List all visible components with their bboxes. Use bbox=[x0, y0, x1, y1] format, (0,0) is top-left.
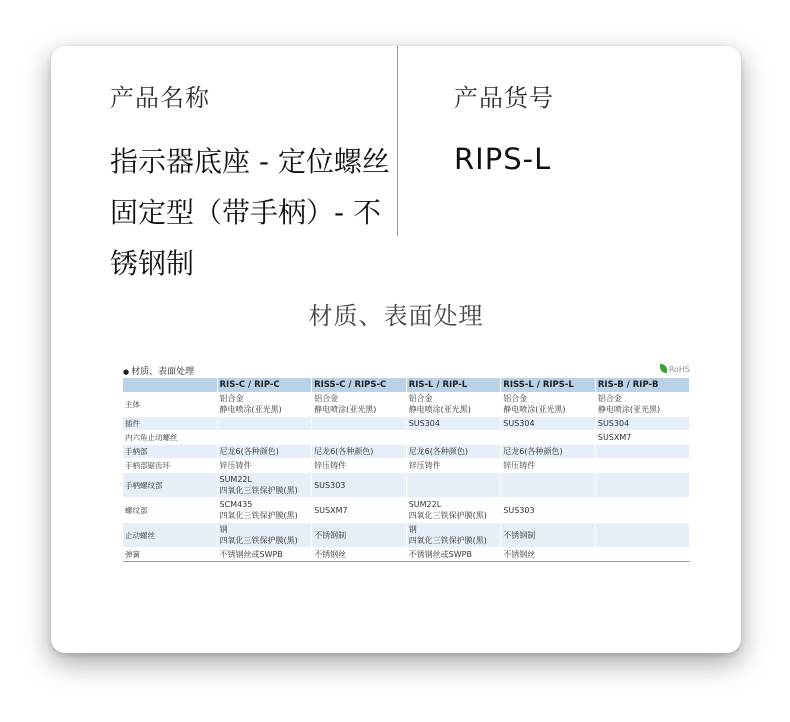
cell-text: 不锈钢丝 bbox=[314, 550, 347, 559]
cell-text: 锌压铸件 bbox=[219, 461, 252, 470]
table-cell bbox=[217, 473, 312, 498]
rohs-badge bbox=[660, 364, 690, 374]
materials-figure bbox=[123, 364, 690, 562]
table-row bbox=[123, 392, 690, 417]
table-cell bbox=[501, 445, 596, 459]
cell-text: 静电喷涂(亚光黑) bbox=[408, 405, 471, 414]
table-row bbox=[123, 548, 690, 562]
table-cell bbox=[406, 445, 501, 459]
table-cell bbox=[217, 445, 312, 459]
leaf-icon bbox=[660, 364, 667, 373]
table-row bbox=[123, 431, 690, 445]
table-cell bbox=[312, 445, 407, 459]
cell-text: 铝合金 bbox=[597, 394, 622, 403]
materials-table-title: 材质、表面处理 bbox=[131, 367, 195, 377]
cell-text: SUS303 bbox=[503, 505, 535, 515]
product-name-label: 产品名称 bbox=[110, 84, 210, 112]
cell-text: 静电喷涂(亚光黑) bbox=[597, 405, 661, 414]
column-header: RISS-C / RIPS-C bbox=[312, 378, 407, 392]
cell-text: 不锈钢丝或SWPB bbox=[408, 550, 472, 559]
table-cell bbox=[595, 417, 690, 431]
column-header: RIS-L / RIP-L bbox=[406, 378, 501, 392]
cell-text: 铝合金 bbox=[219, 394, 244, 403]
column-header: RIS-C / RIP-C bbox=[217, 378, 312, 392]
materials-section-title: 材质、表面处理 bbox=[308, 302, 484, 330]
table-cell bbox=[501, 459, 596, 473]
cell-text: 四氧化三铁保护膜(黑) bbox=[408, 511, 487, 520]
table-cell bbox=[595, 548, 690, 562]
table-header-row bbox=[123, 378, 690, 392]
table-cell bbox=[217, 417, 312, 431]
cell-text: 锌压铸件 bbox=[503, 461, 536, 470]
cell-text: 四氧化三铁保护膜(黑) bbox=[219, 536, 298, 545]
cell-text: 尼龙6(各种颜色) bbox=[314, 447, 374, 456]
table-cell bbox=[217, 498, 312, 523]
cell-text: 不锈钢丝或SWPB bbox=[219, 550, 283, 559]
cell-text: SUM22L bbox=[408, 500, 442, 509]
cell-text: SUS304 bbox=[597, 419, 630, 428]
product-card bbox=[51, 46, 741, 653]
table-cell bbox=[312, 431, 407, 445]
cell-text: SCM435 bbox=[219, 500, 253, 509]
row-label: 内六角止动螺丝 bbox=[123, 431, 217, 445]
table-cell bbox=[501, 548, 596, 562]
table-cell bbox=[501, 523, 596, 548]
table-cell bbox=[595, 392, 690, 417]
cell-text: SUS304 bbox=[408, 419, 440, 428]
table-cell bbox=[595, 459, 690, 473]
cell-text: 静电喷涂(亚光黑) bbox=[314, 405, 377, 414]
table-cell bbox=[312, 548, 407, 562]
column-header: RIS-B / RIP-B bbox=[595, 378, 690, 392]
table-row bbox=[123, 473, 690, 498]
cell-text: 铝合金 bbox=[314, 394, 339, 403]
table-cell bbox=[217, 392, 312, 417]
cell-text: 不锈钢制 bbox=[314, 530, 347, 540]
table-row bbox=[123, 498, 690, 523]
cell-text: 铝合金 bbox=[503, 394, 528, 403]
table-cell bbox=[595, 523, 690, 548]
cell-text: 静电喷涂(亚光黑) bbox=[503, 405, 566, 414]
row-label: 主体 bbox=[123, 392, 217, 417]
table-row bbox=[123, 523, 690, 548]
cell-text: 不锈钢制 bbox=[503, 530, 536, 540]
cell-text: 锌压铸件 bbox=[314, 461, 347, 470]
table-cell bbox=[217, 431, 312, 445]
row-label: 手柄部锯齿环 bbox=[123, 459, 217, 473]
cell-text: 不锈钢丝 bbox=[503, 550, 536, 559]
column-header: RISS-L / RIPS-L bbox=[501, 378, 596, 392]
table-row bbox=[123, 459, 690, 473]
table-cell bbox=[406, 523, 501, 548]
table-cell bbox=[406, 392, 501, 417]
cell-text: 四氧化三铁保护膜(黑) bbox=[408, 536, 487, 545]
column-header bbox=[123, 378, 217, 392]
table-cell bbox=[312, 417, 407, 431]
bullet-icon: ● bbox=[123, 368, 130, 376]
table-cell bbox=[406, 548, 501, 562]
table-row bbox=[123, 417, 690, 431]
row-label: 插件 bbox=[123, 417, 217, 431]
cell-text: 四氧化三铁保护膜(黑) bbox=[219, 486, 298, 495]
table-cell bbox=[312, 523, 407, 548]
table-cell bbox=[312, 473, 407, 498]
table-cell bbox=[312, 459, 407, 473]
table-cell bbox=[312, 392, 407, 417]
cell-text: 铝合金 bbox=[408, 394, 433, 403]
table-cell bbox=[406, 498, 501, 523]
cell-text: 尼龙6(各种颜色) bbox=[408, 447, 469, 456]
materials-table-header bbox=[123, 364, 690, 378]
cell-text: 四氧化三铁保护膜(黑) bbox=[219, 511, 298, 520]
table-cell bbox=[595, 431, 690, 445]
materials-table bbox=[123, 378, 690, 562]
table-cell bbox=[501, 473, 596, 498]
table-cell bbox=[595, 473, 690, 498]
column-divider bbox=[397, 46, 398, 236]
cell-text: 锌压铸件 bbox=[408, 461, 441, 470]
cell-text: 尼龙6(各种颜色) bbox=[503, 447, 563, 456]
cell-text: SUSXM7 bbox=[314, 505, 348, 515]
table-cell bbox=[217, 548, 312, 562]
row-label: 螺纹部 bbox=[123, 498, 217, 523]
row-label: 弹簧 bbox=[123, 548, 217, 562]
cell-text: 钢 bbox=[408, 525, 417, 534]
table-cell bbox=[501, 417, 596, 431]
row-label: 手柄部 bbox=[123, 445, 217, 459]
cell-text: SUM22L bbox=[219, 475, 252, 484]
table-cell bbox=[501, 392, 596, 417]
table-cell bbox=[406, 473, 501, 498]
table-cell bbox=[406, 431, 501, 445]
table-cell bbox=[312, 498, 407, 523]
product-name-value: 指示器底座 - 定位螺丝固定型（带手柄）- 不锈钢制 bbox=[110, 145, 390, 280]
product-code-value: RIPS-L bbox=[454, 142, 552, 176]
table-cell bbox=[595, 498, 690, 523]
table-cell bbox=[217, 459, 312, 473]
cell-text: 静电喷涂(亚光黑) bbox=[219, 405, 282, 414]
table-cell bbox=[406, 459, 501, 473]
table-body bbox=[123, 392, 690, 562]
rohs-label: RoHS bbox=[668, 365, 690, 374]
product-code-label: 产品货号 bbox=[454, 84, 554, 112]
row-label: 手柄螺纹部 bbox=[123, 473, 217, 498]
table-cell bbox=[501, 431, 596, 445]
table-cell bbox=[406, 417, 501, 431]
cell-text: 钢 bbox=[219, 525, 228, 534]
table-cell bbox=[595, 445, 690, 459]
row-label: 止动螺丝 bbox=[123, 523, 217, 548]
table-cell bbox=[217, 523, 312, 548]
cell-text: SUS304 bbox=[503, 419, 535, 428]
table-cell bbox=[501, 498, 596, 523]
table-row bbox=[123, 445, 690, 459]
cell-text: 尼龙6(各种颜色) bbox=[219, 447, 279, 456]
cell-text: SUSXM7 bbox=[597, 433, 632, 442]
cell-text: SUS303 bbox=[314, 480, 346, 490]
